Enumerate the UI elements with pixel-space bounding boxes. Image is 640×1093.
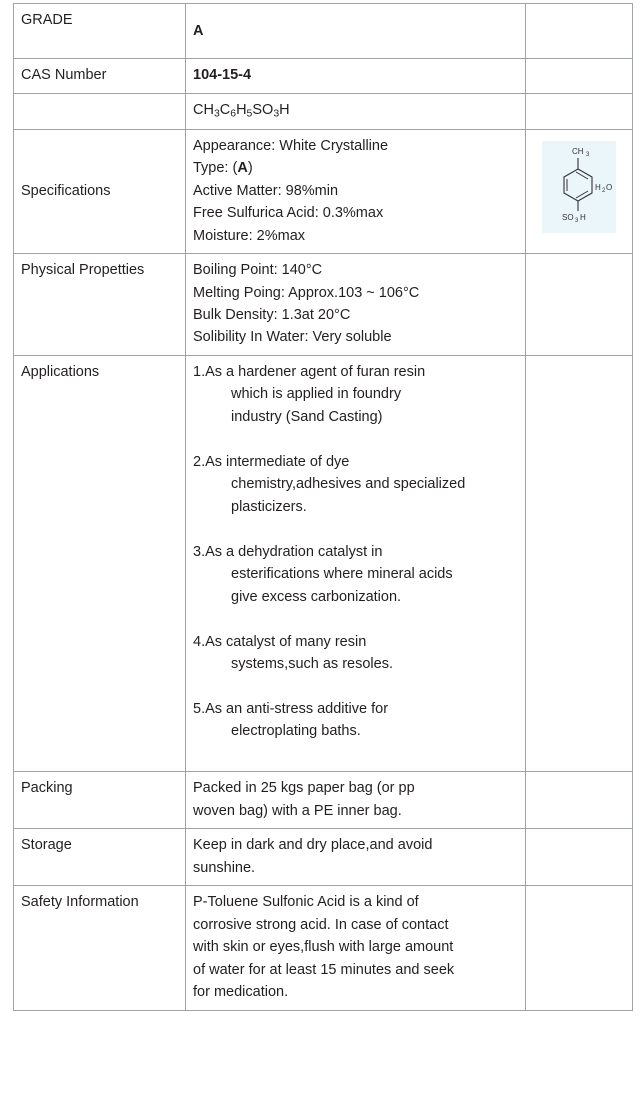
safety-line: corrosive strong acid. In case of contact — [193, 916, 449, 933]
storage-line: sunshine. — [193, 859, 256, 876]
svg-text:O: O — [606, 182, 613, 192]
application-item — [193, 451, 518, 518]
storage-line: Keep in dark and dry place,and avoid — [193, 837, 433, 854]
svg-text:SO: SO — [562, 212, 574, 222]
application-item-line: 3.As a dehydration catalyst in — [193, 543, 383, 560]
row-label-grade: GRADE — [14, 4, 186, 59]
spec-line-free-sulfuric-acid: Free Sulfurica Acid: 0.3%max — [193, 205, 384, 222]
application-item-line: 1.As a hardener agent of furan resin — [193, 363, 426, 380]
row-value-formula — [186, 93, 526, 129]
application-item-line: 4.As catalyst of many resin — [193, 633, 367, 650]
safety-line: for medication. — [193, 984, 289, 1001]
row-value-cas-number: 104-15-4 — [186, 59, 526, 93]
application-item-line: which is applied in foundry — [231, 386, 402, 403]
row-value-physical-properties — [186, 254, 526, 356]
application-item-line: esterifications where mineral acids — [231, 566, 453, 583]
row-label-packing: Packing — [14, 772, 186, 829]
application-item — [193, 631, 518, 676]
row-value-packing — [186, 772, 526, 829]
spacer — [193, 676, 518, 698]
phys-line-melting-point: Melting Poing: Approx.103 ~ 106°C — [193, 284, 420, 301]
row-extra-grade — [526, 4, 633, 59]
table-row-formula — [14, 93, 633, 129]
row-label-formula — [14, 93, 186, 129]
chemical-formula: $CH_3C_6H_5SO_3H$ — [193, 101, 290, 120]
packing-line: woven bag) with a PE inner bag. — [193, 802, 402, 819]
row-extra-storage — [526, 829, 633, 886]
application-item-line: give excess carbonization. — [231, 588, 402, 605]
spec-line-moisture: Moisture: 2%max — [193, 227, 306, 244]
table-row-physical-properties — [14, 254, 633, 356]
spacer — [193, 518, 518, 540]
row-extra-cas-number — [526, 59, 633, 93]
row-label-applications: Applications — [14, 355, 186, 771]
application-item-line: systems,such as resoles. — [231, 656, 393, 673]
row-value-grade: A — [186, 4, 526, 59]
row-value-storage — [186, 829, 526, 886]
row-extra-safety-information — [526, 886, 633, 1010]
svg-text:3: 3 — [575, 217, 579, 224]
row-extra-physical-properties — [526, 254, 633, 356]
spec-line-active-matter: Active Matter: 98%min — [193, 182, 339, 199]
row-label-cas-number: CAS Number — [14, 59, 186, 93]
packing-line: Packed in 25 kgs paper bag (or pp — [193, 780, 415, 797]
row-value-specifications — [186, 129, 526, 253]
row-extra-specifications — [526, 129, 633, 253]
application-item — [193, 698, 518, 743]
application-item-line: industry (Sand Casting) — [231, 408, 383, 425]
safety-line: P-Toluene Sulfonic Acid is a kind of — [193, 894, 419, 911]
safety-line: with skin or eyes,flush with large amount — [193, 939, 454, 956]
table-row-safety-information — [14, 886, 633, 1010]
svg-text:H: H — [580, 212, 586, 222]
row-label-storage: Storage — [14, 829, 186, 886]
row-extra-applications — [526, 355, 633, 771]
row-extra-formula — [526, 93, 633, 129]
row-value-applications — [186, 355, 526, 771]
row-value-safety-information — [186, 886, 526, 1010]
application-item-line: electroplating baths. — [231, 723, 361, 740]
spec-line-appearance: Appearance: White Crystalline — [193, 137, 389, 154]
svg-text:2: 2 — [602, 187, 606, 194]
svg-text:H: H — [595, 182, 601, 192]
safety-line: of water for at least 15 minutes and seek — [193, 961, 455, 978]
row-label-specifications: Specifications — [14, 129, 186, 253]
svg-text:3: 3 — [586, 151, 590, 158]
application-item-line: 5.As an anti-stress additive for — [193, 700, 389, 717]
spacer — [193, 428, 518, 450]
row-extra-packing — [526, 772, 633, 829]
phys-line-solubility: Solibility In Water: Very soluble — [193, 329, 392, 346]
spec-line-type: Type: (A) — [193, 160, 253, 177]
spacer — [193, 743, 518, 765]
application-item-line: chemistry,adhesives and specialized — [231, 476, 466, 493]
table-row-cas-number — [14, 59, 633, 93]
table-row-applications — [14, 355, 633, 771]
spacer — [193, 608, 518, 630]
application-item-line: 2.As intermediate of dye — [193, 453, 350, 470]
application-item-line: plasticizers. — [231, 498, 307, 515]
table-row-storage — [14, 829, 633, 886]
molecular-structure-image — [542, 141, 616, 233]
table-row-grade — [14, 4, 633, 59]
row-label-physical-properties: Physical Propetties — [14, 254, 186, 356]
table-row-packing — [14, 772, 633, 829]
phys-line-boiling-point: Boiling Point: 140°C — [193, 262, 323, 279]
svg-text:CH: CH — [572, 146, 584, 156]
application-item — [193, 541, 518, 608]
phys-line-bulk-density: Bulk Density: 1.3at 20°C — [193, 307, 351, 323]
application-item — [193, 361, 518, 428]
row-label-safety-information: Safety Information — [14, 886, 186, 1010]
specification-table — [13, 3, 633, 1011]
table-row-specifications — [14, 129, 633, 253]
